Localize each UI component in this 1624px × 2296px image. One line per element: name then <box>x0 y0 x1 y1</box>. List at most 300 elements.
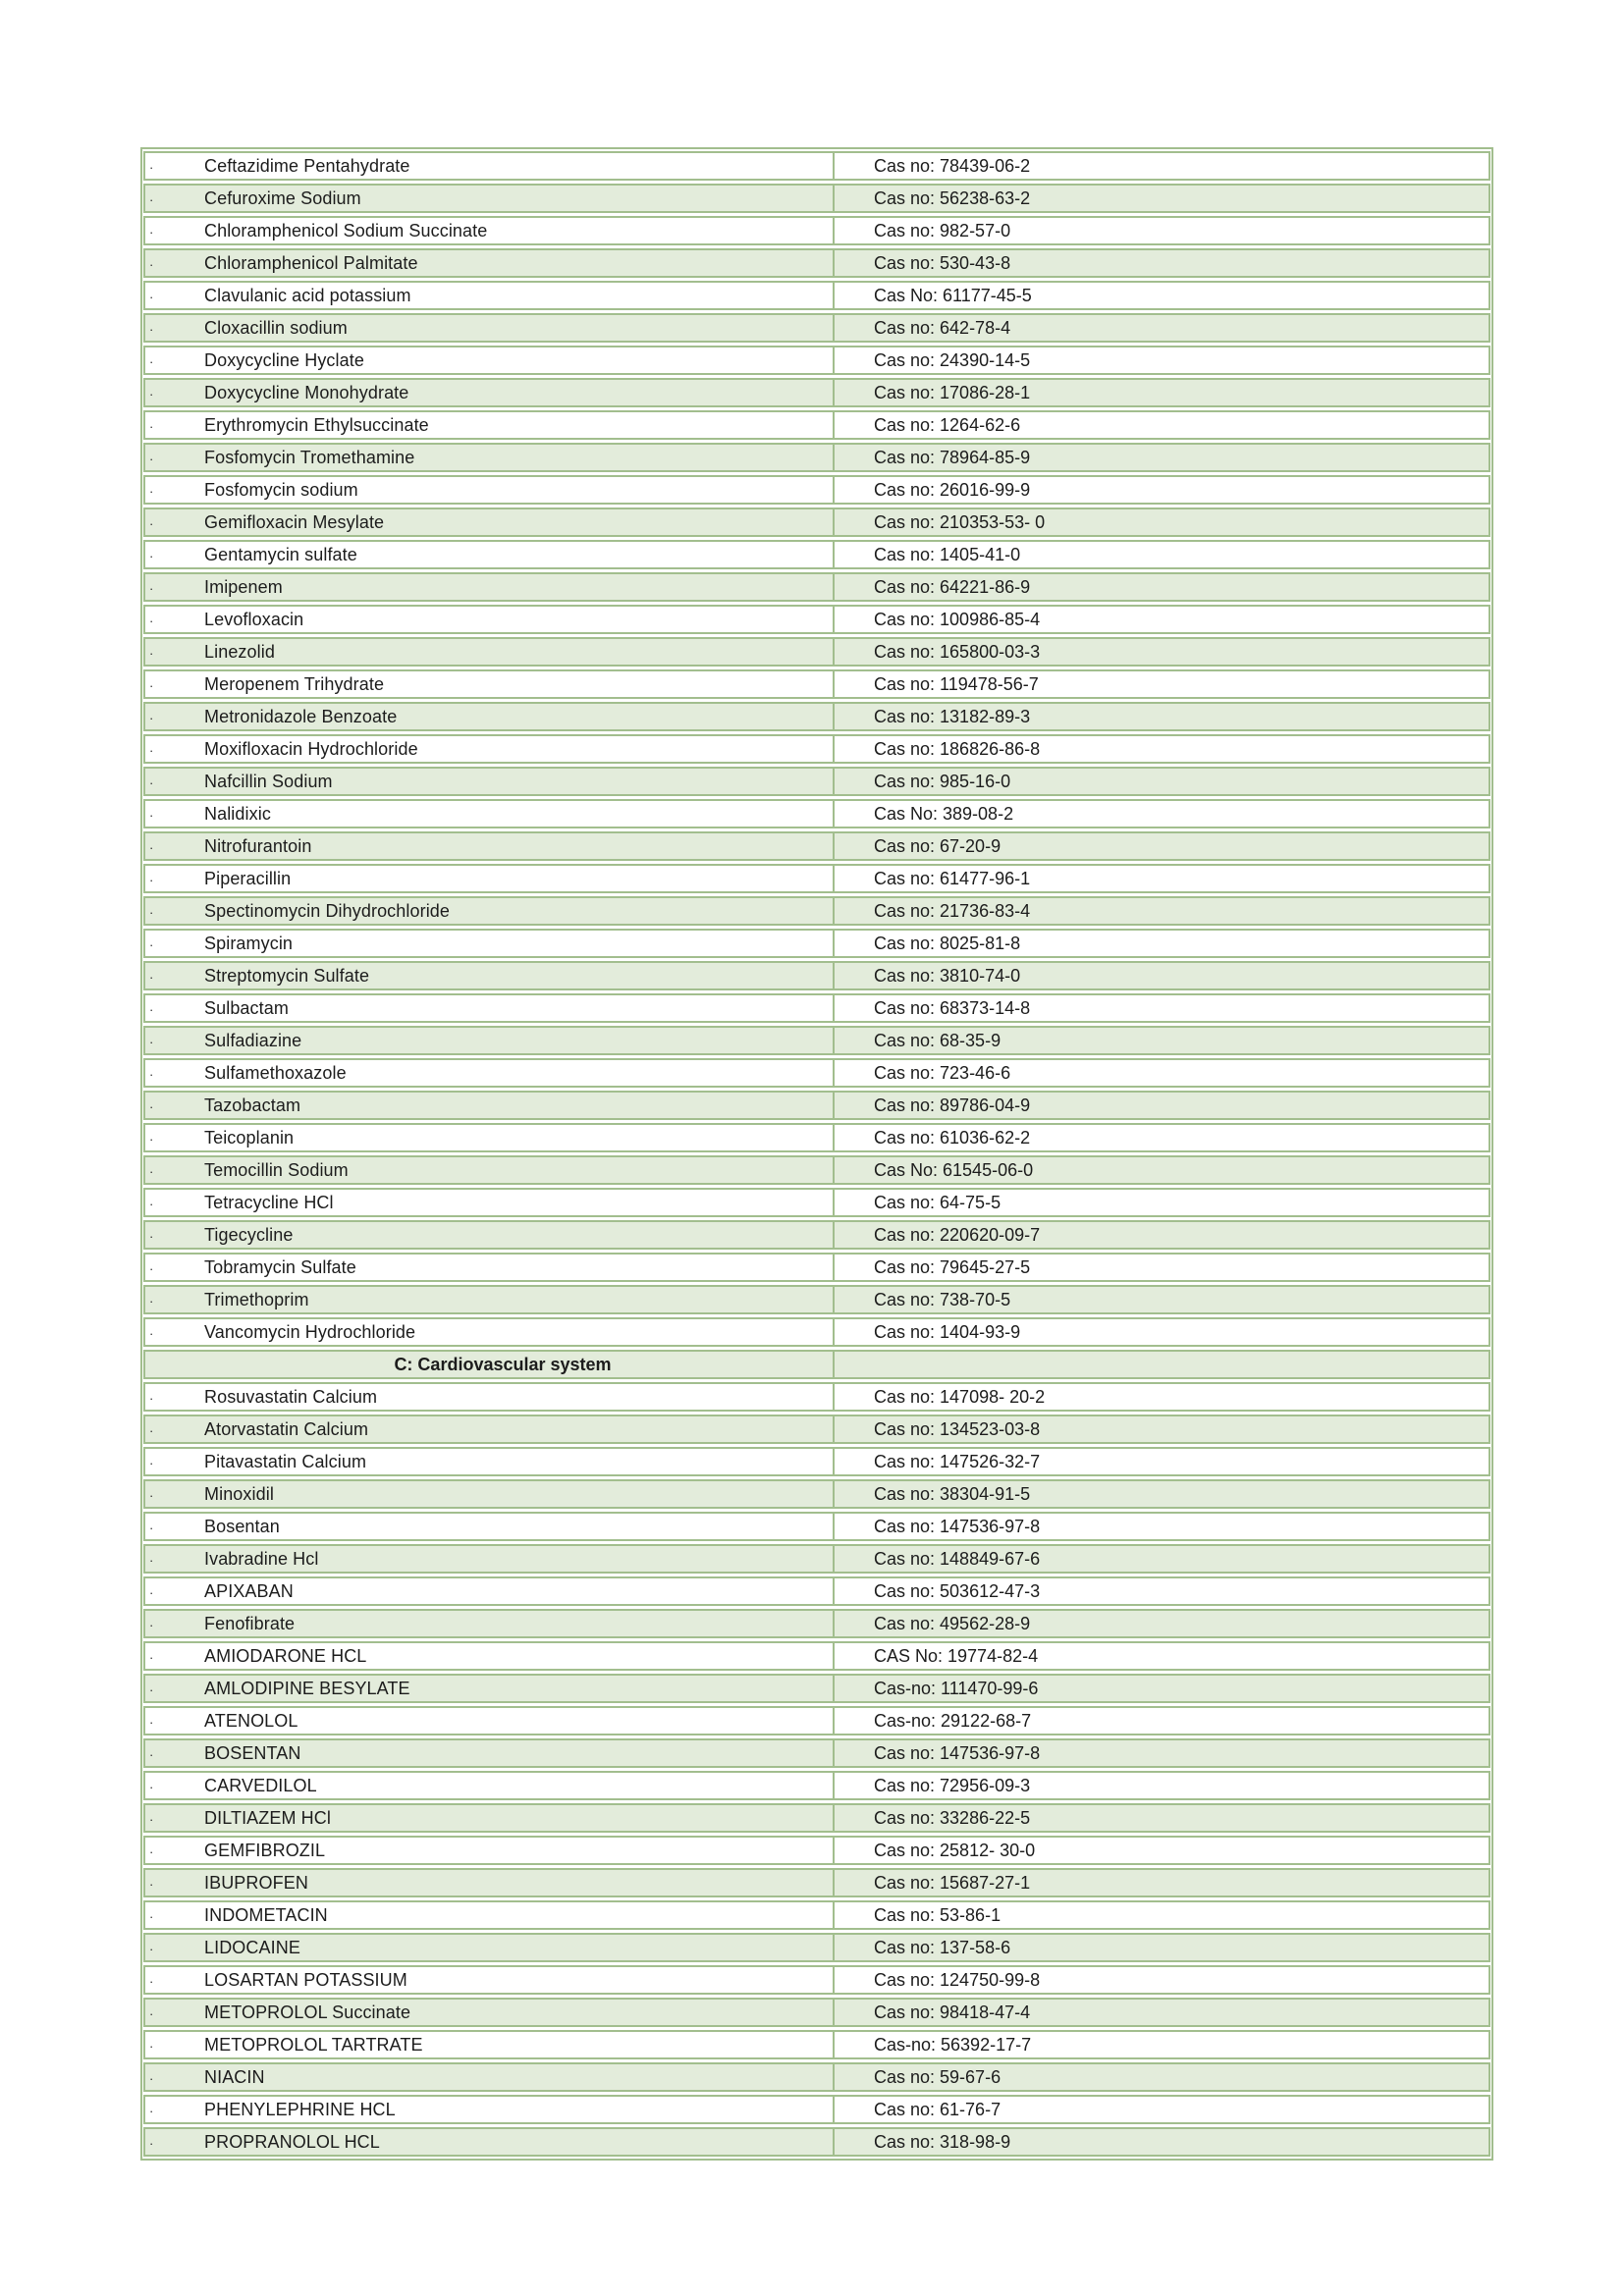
cas-number: Cas no: 56238-63-2 <box>874 188 1031 208</box>
list-bullet-icon: · <box>149 905 154 920</box>
cas-number-cell <box>833 1838 1489 1863</box>
drug-name-cell <box>145 1740 833 1766</box>
drug-name: Fosfomycin sodium <box>204 480 358 500</box>
list-bullet-icon: · <box>149 1164 154 1179</box>
cas-number-cell <box>833 1319 1489 1345</box>
drug-name-cell <box>145 607 833 632</box>
drug-name-cell <box>145 995 833 1021</box>
cas-number: Cas no: 33286-22-5 <box>874 1808 1031 1828</box>
table-row <box>143 1382 1490 1412</box>
drug-name-cell <box>145 1449 833 1474</box>
drug-name-cell <box>145 218 833 243</box>
cas-number: Cas no: 49562-28-9 <box>874 1614 1031 1633</box>
cas-number-cell <box>833 1384 1489 1410</box>
list-bullet-icon: · <box>149 1326 154 1341</box>
list-bullet-icon: · <box>149 1456 154 1470</box>
drug-name: Linezolid <box>204 642 275 662</box>
drug-name-cell <box>145 2129 833 2155</box>
list-bullet-icon: · <box>149 646 154 661</box>
cas-number: Cas no: 100986-85-4 <box>874 610 1041 629</box>
drug-name: Minoxidil <box>204 1484 274 1504</box>
list-bullet-icon: · <box>149 1035 154 1049</box>
drug-name-cell <box>145 1481 833 1507</box>
cas-number-cell <box>833 2097 1489 2122</box>
drug-name: Levofloxacin <box>204 610 304 629</box>
list-bullet-icon: · <box>149 1682 154 1697</box>
cas-number: Cas no: 61-76-7 <box>874 2100 1001 2119</box>
table-row <box>143 637 1490 667</box>
drug-name: Spectinomycin Dihydrochloride <box>204 901 451 921</box>
table-row <box>143 1576 1490 1606</box>
cas-number-cell <box>833 380 1489 405</box>
drug-name: Doxycycline Hyclate <box>204 350 364 370</box>
table-row <box>143 1706 1490 1735</box>
cas-number-cell <box>833 509 1489 535</box>
cas-number-cell <box>833 283 1489 308</box>
drug-name-cell <box>145 574 833 600</box>
list-bullet-icon: · <box>149 2104 154 2118</box>
drug-name-cell <box>145 1935 833 1960</box>
cas-number-cell <box>833 1190 1489 1215</box>
list-bullet-icon: · <box>149 1909 154 1924</box>
table-row <box>143 1998 1490 2027</box>
cas-number-cell <box>833 186 1489 211</box>
list-bullet-icon: · <box>149 840 154 855</box>
table-row <box>143 151 1490 181</box>
cas-number: Cas no: 147526-32-7 <box>874 1452 1041 1471</box>
list-bullet-icon: · <box>149 1877 154 1892</box>
drug-name: Streptomycin Sulfate <box>204 966 370 986</box>
table-row <box>143 313 1490 343</box>
cas-number: Cas No: 389-08-2 <box>874 804 1014 824</box>
cas-number: Cas no: 59-67-6 <box>874 2067 1001 2087</box>
list-bullet-icon: · <box>149 257 154 272</box>
table-row <box>143 2062 1490 2092</box>
table-row <box>143 831 1490 861</box>
drug-name: NIACIN <box>204 2067 265 2087</box>
table-row <box>143 184 1490 213</box>
list-bullet-icon: · <box>149 1521 154 1535</box>
list-bullet-icon: · <box>149 970 154 985</box>
drug-name-cell <box>145 509 833 535</box>
drug-name-cell <box>145 2000 833 2025</box>
drug-name: Nitrofurantoin <box>204 836 312 856</box>
table-row <box>143 1738 1490 1768</box>
cas-number-cell <box>833 1449 1489 1474</box>
table-row <box>143 443 1490 472</box>
table-row <box>143 1965 1490 1995</box>
list-bullet-icon: · <box>149 1067 154 1082</box>
drug-name: Meropenem Trihydrate <box>204 674 385 694</box>
cas-number: Cas no: 1404-93-9 <box>874 1322 1021 1342</box>
drug-name-cell <box>145 1870 833 1896</box>
cas-number: Cas no: 3810-74-0 <box>874 966 1021 986</box>
cas-number-cell <box>833 1255 1489 1280</box>
table-row <box>143 1253 1490 1282</box>
table-row <box>143 799 1490 828</box>
cas-number: Cas no: 17086-28-1 <box>874 383 1031 402</box>
cas-number: Cas no: 78964-85-9 <box>874 448 1031 467</box>
drug-name-cell <box>145 1416 833 1442</box>
drug-name: Sulfadiazine <box>204 1031 302 1050</box>
table-row <box>143 961 1490 990</box>
drug-name: Tobramycin Sulfate <box>204 1257 356 1277</box>
cas-number: Cas no: 15687-27-1 <box>874 1873 1031 1893</box>
table-row <box>143 1771 1490 1800</box>
cas-number: Cas no: 985-16-0 <box>874 772 1011 791</box>
cas-number: Cas no: 642-78-4 <box>874 318 1011 338</box>
cas-number: Cas no: 78439-06-2 <box>874 156 1031 176</box>
cas-number-cell <box>833 542 1489 567</box>
table-row <box>143 1512 1490 1541</box>
drug-name-cell <box>145 639 833 665</box>
table-row <box>143 248 1490 278</box>
drug-name-cell <box>145 1676 833 1701</box>
cas-number-cell <box>833 315 1489 341</box>
list-bullet-icon: · <box>149 290 154 304</box>
cas-number-cell <box>833 1028 1489 1053</box>
drug-name-cell <box>145 1967 833 1993</box>
cas-number: Cas no: 38304-91-5 <box>874 1484 1031 1504</box>
drug-name: Ivabradine Hcl <box>204 1549 319 1569</box>
table-row <box>143 1544 1490 1574</box>
cas-number-cell <box>833 1157 1489 1183</box>
drug-name-cell <box>145 1287 833 1312</box>
cas-number: Cas no: 25812- 30-0 <box>874 1841 1036 1860</box>
cas-number-cell <box>833 1514 1489 1539</box>
list-bullet-icon: · <box>149 1715 154 1730</box>
list-bullet-icon: · <box>149 322 154 337</box>
table-row <box>143 993 1490 1023</box>
cas-number-cell <box>833 671 1489 697</box>
drug-name-cell <box>145 833 833 859</box>
list-bullet-icon: · <box>149 1099 154 1114</box>
drug-name-cell <box>145 315 833 341</box>
cas-number: Cas no: 64221-86-9 <box>874 577 1031 597</box>
table-row <box>143 669 1490 699</box>
drug-name-cell <box>145 380 833 405</box>
cas-number: Cas no: 723-46-6 <box>874 1063 1011 1083</box>
drug-name: Gentamycin sulfate <box>204 545 357 564</box>
drug-name: Tazobactam <box>204 1095 301 1115</box>
table-row <box>143 864 1490 893</box>
table-row <box>143 2095 1490 2124</box>
cas-number-cell <box>833 639 1489 665</box>
drug-name-cell <box>145 866 833 891</box>
cas-number-cell <box>833 1676 1489 1701</box>
drug-name-cell <box>145 412 833 438</box>
list-bullet-icon: · <box>149 873 154 887</box>
drug-name: Tigecycline <box>204 1225 294 1245</box>
table-row <box>143 1641 1490 1671</box>
table-row <box>143 605 1490 634</box>
cas-number: Cas no: 8025-81-8 <box>874 934 1021 953</box>
drug-name-cell <box>145 1514 833 1539</box>
cas-number-cell <box>833 1643 1489 1669</box>
table-row <box>143 1026 1490 1055</box>
table-row <box>143 2127 1490 2157</box>
drug-name-cell <box>145 898 833 924</box>
cas-number-cell <box>833 2064 1489 2090</box>
cas-number: Cas no: 64-75-5 <box>874 1193 1001 1212</box>
list-bullet-icon: · <box>149 1844 154 1859</box>
list-bullet-icon: · <box>149 614 154 628</box>
table-row <box>143 896 1490 926</box>
cas-number: Cas no: 210353-53- 0 <box>874 512 1046 532</box>
drug-name: AMIODARONE HCL <box>204 1646 367 1666</box>
cas-number: Cas no: 147536-97-8 <box>874 1517 1041 1536</box>
list-bullet-icon: · <box>149 419 154 434</box>
cas-number: Cas no: 1264-62-6 <box>874 415 1021 435</box>
drug-name: Rosuvastatin Calcium <box>204 1387 378 1407</box>
table-row <box>143 1415 1490 1444</box>
drug-name-cell <box>145 769 833 794</box>
cas-number: Cas-no: 29122-68-7 <box>874 1711 1032 1731</box>
drug-name-cell <box>145 250 833 276</box>
cas-number-cell <box>833 1967 1489 1993</box>
cas-number-cell <box>833 1740 1489 1766</box>
drug-name: Spiramycin <box>204 934 294 953</box>
cas-number: Cas no: 21736-83-4 <box>874 901 1031 921</box>
drug-name: Atorvastatin Calcium <box>204 1419 369 1439</box>
table-row <box>143 572 1490 602</box>
list-bullet-icon: · <box>149 937 154 952</box>
table-row <box>143 1900 1490 1930</box>
drug-name-cell <box>145 1611 833 1636</box>
drug-name-cell <box>145 2097 833 2122</box>
drug-name-cell <box>145 1902 833 1928</box>
table-row <box>143 1091 1490 1120</box>
drug-name: IBUPROFEN <box>204 1873 308 1893</box>
list-bullet-icon: · <box>149 2006 154 2021</box>
list-bullet-icon: · <box>149 581 154 596</box>
list-bullet-icon: · <box>149 1974 154 1989</box>
cas-number-cell <box>833 736 1489 762</box>
cas-number: Cas no: 24390-14-5 <box>874 350 1031 370</box>
list-bullet-icon: · <box>149 1423 154 1438</box>
drug-name: BOSENTAN <box>204 1743 301 1763</box>
cas-number-cell <box>833 1222 1489 1248</box>
section-empty-cell <box>833 1352 1489 1377</box>
drug-name: PHENYLEPHRINE HCL <box>204 2100 396 2119</box>
table-row <box>143 767 1490 796</box>
cas-number-cell <box>833 250 1489 276</box>
cas-number: Cas no: 67-20-9 <box>874 836 1001 856</box>
cas-number: Cas no: 61036-62-2 <box>874 1128 1031 1148</box>
cas-number-cell <box>833 866 1489 891</box>
list-bullet-icon: · <box>149 160 154 175</box>
list-bullet-icon: · <box>149 1197 154 1211</box>
drug-name-cell <box>145 477 833 503</box>
cas-number-cell <box>833 1060 1489 1086</box>
table-row <box>143 2030 1490 2059</box>
list-bullet-icon: · <box>149 775 154 790</box>
drug-name: Temocillin Sodium <box>204 1160 349 1180</box>
table-row <box>143 281 1490 310</box>
cas-number-cell <box>833 1578 1489 1604</box>
drug-name-cell <box>145 153 833 179</box>
drug-name: LOSARTAN POTASSIUM <box>204 1970 407 1990</box>
table-row <box>143 1188 1490 1217</box>
cas-number: Cas No: 61177-45-5 <box>874 286 1032 305</box>
drug-name: Nafcillin Sodium <box>204 772 333 791</box>
cas-number-cell <box>833 1546 1489 1572</box>
cas-number-cell <box>833 2000 1489 2025</box>
cas-number: Cas No: 61545-06-0 <box>874 1160 1034 1180</box>
drug-name-cell <box>145 931 833 956</box>
cas-number: Cas no: 186826-86-8 <box>874 739 1041 759</box>
list-bullet-icon: · <box>149 1747 154 1762</box>
list-bullet-icon: · <box>149 549 154 563</box>
drug-name: Tetracycline HCl <box>204 1193 334 1212</box>
drug-name: Vancomycin Hydrochloride <box>204 1322 416 1342</box>
drug-name: Bosentan <box>204 1517 280 1536</box>
cas-number-cell <box>833 704 1489 729</box>
drug-name-cell <box>145 1157 833 1183</box>
cas-number-cell <box>833 1416 1489 1442</box>
table-row <box>143 475 1490 505</box>
list-bullet-icon: · <box>149 1002 154 1017</box>
drug-name: DILTIAZEM HCl <box>204 1808 331 1828</box>
table-row <box>143 929 1490 958</box>
drug-name-cell <box>145 1838 833 1863</box>
list-bullet-icon: · <box>149 2039 154 2054</box>
drug-name-cell <box>145 1319 833 1345</box>
drug-name-cell <box>145 445 833 470</box>
drug-name: Erythromycin Ethylsuccinate <box>204 415 429 435</box>
cas-number: Cas no: 68373-14-8 <box>874 998 1031 1018</box>
cas-number: Cas no: 147098- 20-2 <box>874 1387 1046 1407</box>
cas-number: Cas-no: 56392-17-7 <box>874 2035 1032 2055</box>
list-bullet-icon: · <box>149 484 154 499</box>
drug-name: Chloramphenicol Palmitate <box>204 253 418 273</box>
section-header-row <box>143 1350 1490 1379</box>
list-bullet-icon: · <box>149 1812 154 1827</box>
cas-number: Cas no: 1405-41-0 <box>874 545 1021 564</box>
table-row <box>143 1447 1490 1476</box>
table-row <box>143 1933 1490 1962</box>
drug-name: Cloxacillin sodium <box>204 318 348 338</box>
table-row <box>143 702 1490 731</box>
drug-name-cell <box>145 1125 833 1150</box>
list-bullet-icon: · <box>149 1132 154 1147</box>
drug-name-cell <box>145 1578 833 1604</box>
table-row <box>143 1868 1490 1897</box>
list-bullet-icon: · <box>149 1261 154 1276</box>
cas-number: CAS No: 19774-82-4 <box>874 1646 1039 1666</box>
cas-number: Cas-no: 111470-99-6 <box>874 1679 1039 1698</box>
drug-name: Pitavastatin Calcium <box>204 1452 367 1471</box>
drug-name: Clavulanic acid potassium <box>204 286 411 305</box>
drug-name-cell <box>145 1028 833 1053</box>
cas-number: Cas no: 148849-67-6 <box>874 1549 1041 1569</box>
drug-name-cell <box>145 542 833 567</box>
cas-number-cell <box>833 1708 1489 1734</box>
drug-name: Teicoplanin <box>204 1128 295 1148</box>
table-row <box>143 1609 1490 1638</box>
table-row <box>143 1058 1490 1088</box>
drug-name: Metronidazole Benzoate <box>204 707 398 726</box>
drug-name: INDOMETACIN <box>204 1905 328 1925</box>
cas-number-cell <box>833 607 1489 632</box>
drug-name: ATENOLOL <box>204 1711 298 1731</box>
drug-name: Fenofibrate <box>204 1614 296 1633</box>
list-bullet-icon: · <box>149 743 154 758</box>
cas-number-cell <box>833 1902 1489 1928</box>
drug-name-cell <box>145 963 833 988</box>
cas-number: Cas no: 98418-47-4 <box>874 2002 1031 2022</box>
cas-number: Cas no: 503612-47-3 <box>874 1581 1041 1601</box>
list-bullet-icon: · <box>149 711 154 725</box>
cas-number: Cas no: 119478-56-7 <box>874 674 1039 694</box>
cas-number: Cas no: 53-86-1 <box>874 1905 1001 1925</box>
table-row <box>143 1155 1490 1185</box>
cas-number-cell <box>833 801 1489 827</box>
cas-number-cell <box>833 1611 1489 1636</box>
cas-number-cell <box>833 574 1489 600</box>
drug-name: Moxifloxacin Hydrochloride <box>204 739 418 759</box>
list-bullet-icon: · <box>149 1780 154 1794</box>
list-bullet-icon: · <box>149 1650 154 1665</box>
list-bullet-icon: · <box>149 387 154 401</box>
cas-number-cell <box>833 769 1489 794</box>
cas-number: Cas no: 530-43-8 <box>874 253 1011 273</box>
list-bullet-icon: · <box>149 678 154 693</box>
table-row <box>143 734 1490 764</box>
drug-name-cell <box>145 1255 833 1280</box>
drug-name-cell <box>145 283 833 308</box>
drug-name: Doxycycline Monohydrate <box>204 383 409 402</box>
cas-number: Cas no: 124750-99-8 <box>874 1970 1041 1990</box>
list-bullet-icon: · <box>149 1942 154 1956</box>
cas-number: Cas no: 318-98-9 <box>874 2132 1011 2152</box>
drug-name: METOPROLOL Succinate <box>204 2002 411 2022</box>
table-row <box>143 1285 1490 1314</box>
cas-number: Cas no: 72956-09-3 <box>874 1776 1031 1795</box>
drug-name-cell <box>145 347 833 373</box>
cas-number-cell <box>833 1287 1489 1312</box>
table-row <box>143 1220 1490 1250</box>
cas-number: Cas no: 79645-27-5 <box>874 1257 1031 1277</box>
drug-name: APIXABAN <box>204 1581 294 1601</box>
list-bullet-icon: · <box>149 1294 154 1308</box>
table-row <box>143 378 1490 407</box>
cas-number-cell <box>833 477 1489 503</box>
table-row <box>143 540 1490 569</box>
drug-name-cell <box>145 1060 833 1086</box>
drug-name: CARVEDILOL <box>204 1776 317 1795</box>
drug-name: METOPROLOL TARTRATE <box>204 2035 423 2055</box>
table-row <box>143 1836 1490 1865</box>
cas-number: Cas no: 220620-09-7 <box>874 1225 1041 1245</box>
list-bullet-icon: · <box>149 1229 154 1244</box>
cas-number: Cas no: 89786-04-9 <box>874 1095 1031 1115</box>
drug-name: Imipenem <box>204 577 283 597</box>
cas-number-cell <box>833 898 1489 924</box>
drug-name: Nalidixic <box>204 804 271 824</box>
drug-name-cell <box>145 1093 833 1118</box>
table-row <box>143 216 1490 245</box>
list-bullet-icon: · <box>149 2136 154 2151</box>
cas-number: Cas no: 61477-96-1 <box>874 869 1031 888</box>
cas-number-cell <box>833 995 1489 1021</box>
list-bullet-icon: · <box>149 354 154 369</box>
list-bullet-icon: · <box>149 1585 154 1600</box>
table-row <box>143 507 1490 537</box>
cas-number-cell <box>833 833 1489 859</box>
drug-name: GEMFIBROZIL <box>204 1841 326 1860</box>
cas-number: Cas no: 147536-97-8 <box>874 1743 1041 1763</box>
